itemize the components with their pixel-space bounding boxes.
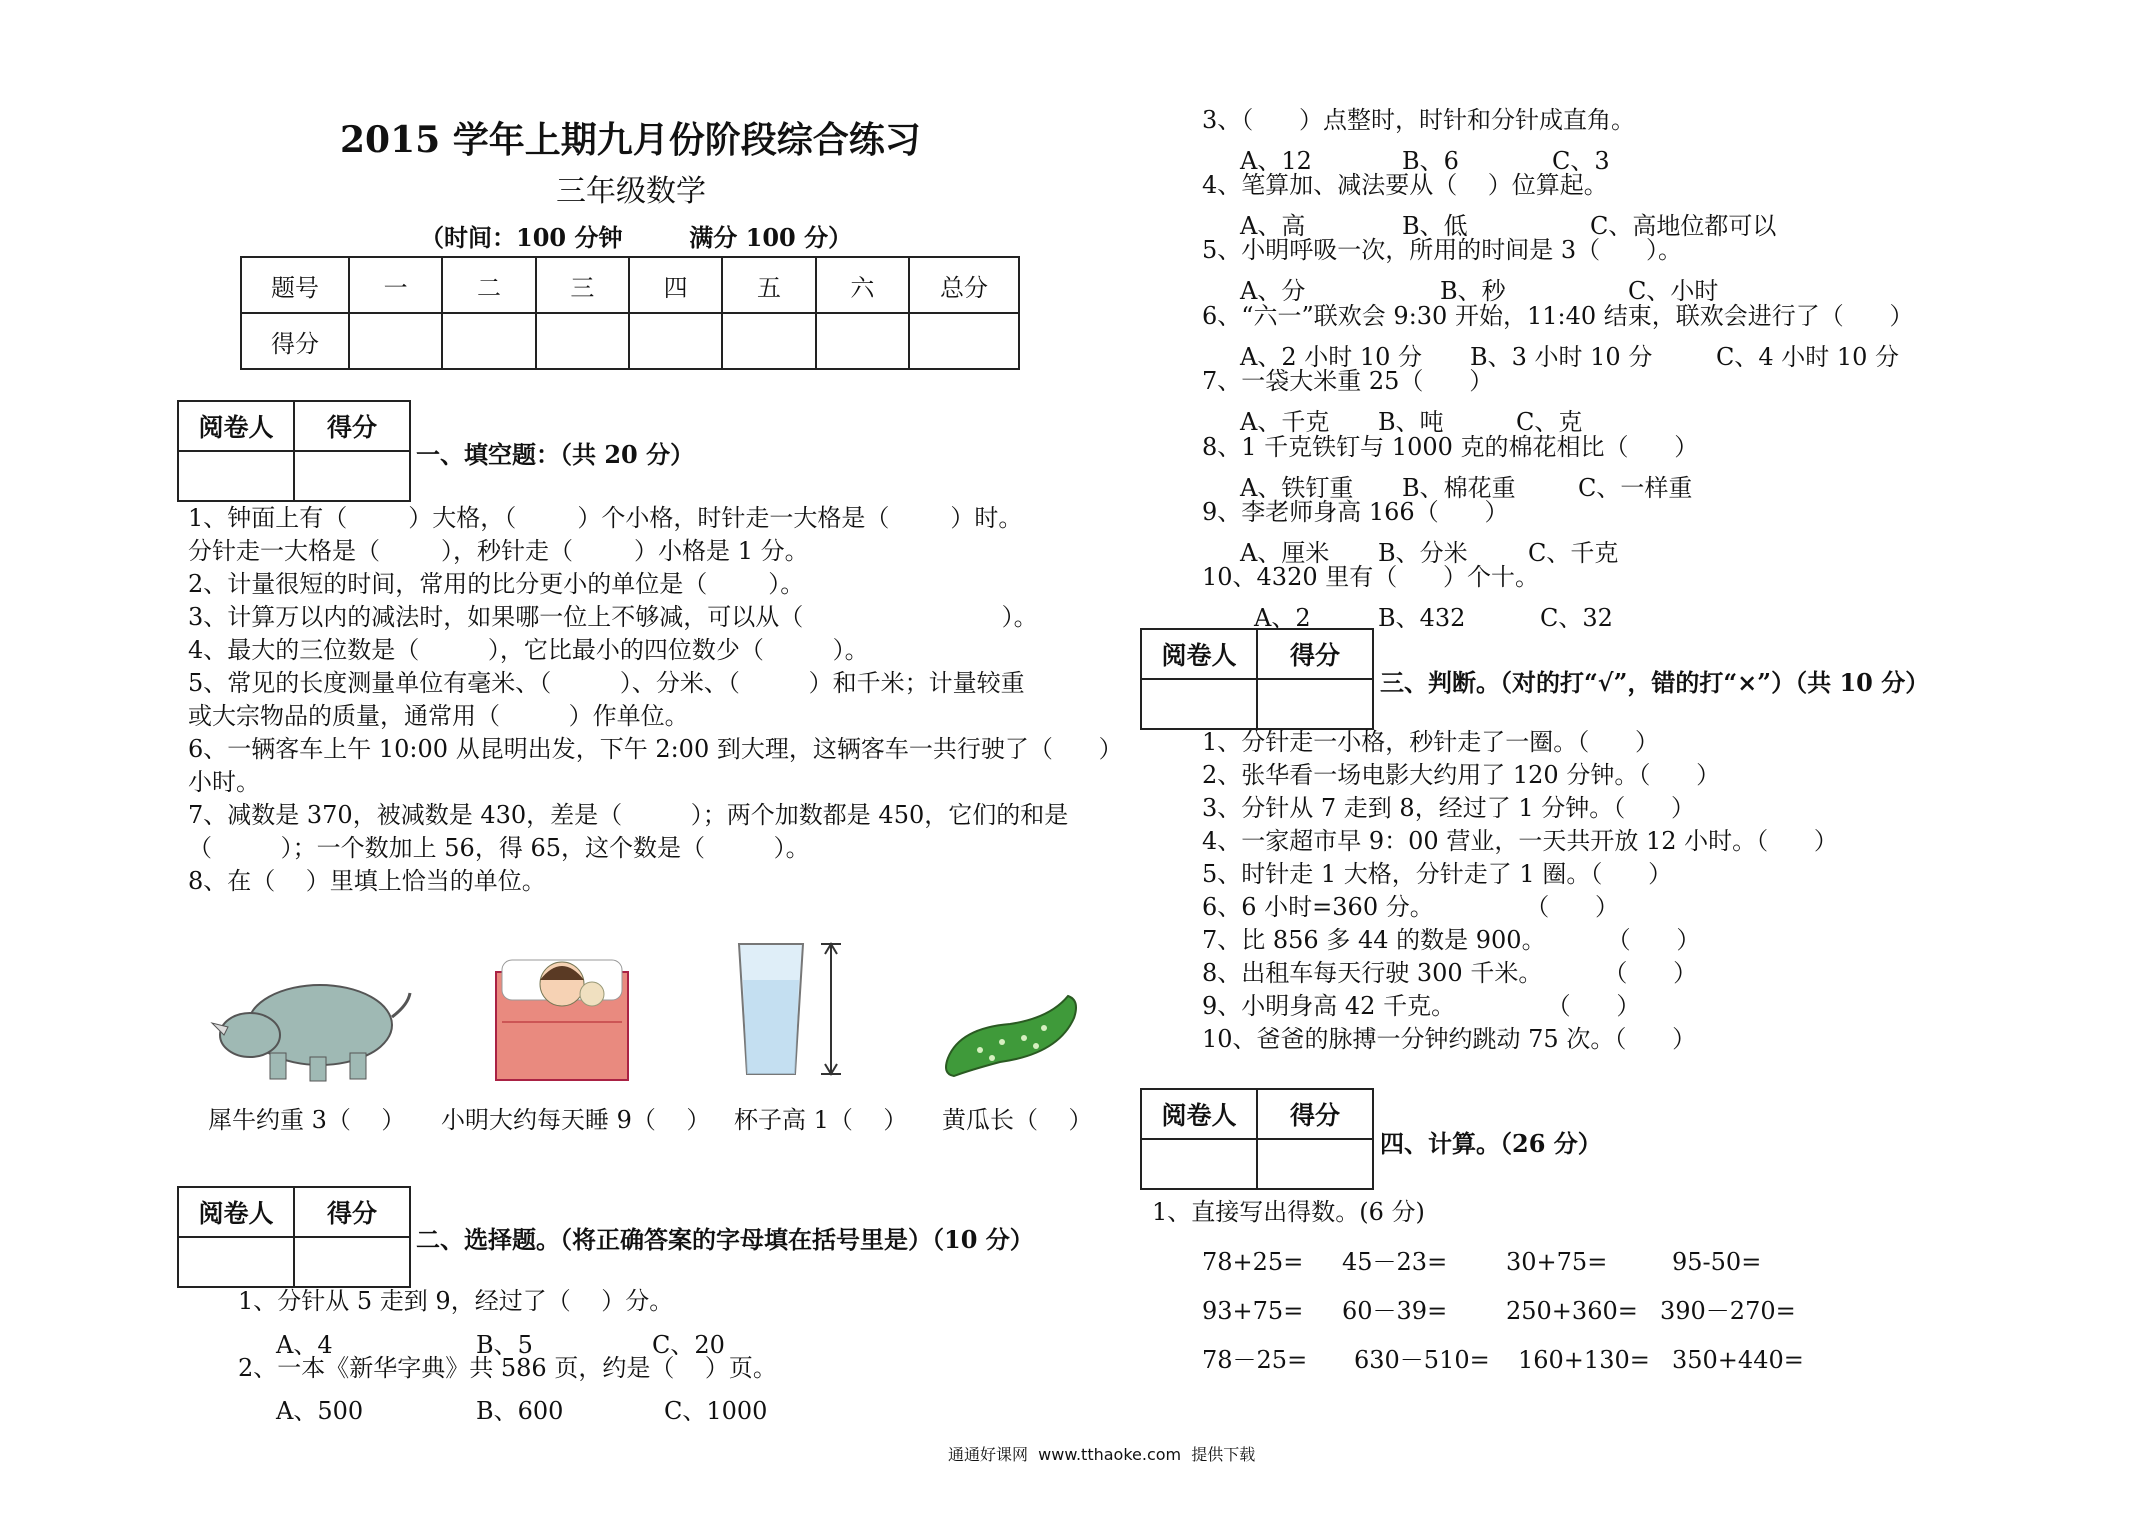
reviewer-cell[interactable] [178, 1237, 294, 1287]
question-line: 1、钟面上有（ ）大格，（ ）个小格，时针走一大格是（ ）时。 [188, 504, 1023, 532]
score-header-cell: 六 [816, 257, 909, 313]
grader-box-2 [177, 1186, 411, 1288]
calc-subheading: 1、直接写出得数。(6 分) [1152, 1198, 1425, 1226]
exam-meta: （时间：100 分钟 满分 100 分） [420, 223, 853, 252]
choice-option: C、4 小时 10 分 [1716, 343, 1900, 371]
reviewer-cell[interactable] [1141, 679, 1257, 729]
score-cell[interactable] [909, 313, 1019, 369]
choice-option: C、3 [1552, 147, 1610, 175]
cucumber-illustration [940, 988, 1090, 1084]
judgement-item: 6、6 小时=360 分。 （ ） [1202, 893, 1620, 921]
choice-question: 4、笔算加、减法要从（ ）位算起。 [1202, 171, 1608, 199]
grader-score-cell[interactable] [294, 451, 410, 501]
choice-option: A、铁钉重 [1240, 474, 1354, 502]
glass-cup-illustration [733, 940, 853, 1085]
question-line: 3、计算万以内的减法时，如果哪一位上不够减，可以从（ ）。 [188, 603, 1038, 631]
calc-item: 78+25= [1202, 1248, 1304, 1276]
calc-item: 390－270= [1660, 1297, 1796, 1325]
question-line: 4、最大的三位数是（ ），它比最小的四位数少（ ）。 [188, 636, 869, 664]
reviewer-cell[interactable] [1141, 1139, 1257, 1189]
judgement-list [1202, 726, 1838, 1056]
score-row-label: 得分 [241, 313, 349, 369]
judgement-item: 10、爸爸的脉搏一分钟约跳动 75 次。（ ） [1202, 1025, 1697, 1053]
choice-option: A、12 [1240, 147, 1312, 175]
score-header-cell: 题号 [241, 257, 349, 313]
question-line: 7、减数是 370，被减数是 430，差是（ ）；两个加数都是 450，它们的和是 [188, 801, 1069, 829]
question-line: 6、一辆客车上午 10:00 从昆明出发，下午 2:00 到大理，这辆客车一共行驶了（ ） [188, 735, 1123, 763]
picture-caption: 黄瓜长（ ） [942, 1106, 1093, 1134]
score-header-cell: 一 [349, 257, 442, 313]
calc-item: 60－39= [1342, 1297, 1448, 1325]
choice-option: B、3 小时 10 分 [1470, 343, 1653, 371]
judgement-item: 9、小明身高 42 千克。 （ ） [1202, 992, 1641, 1020]
judgement-item: 3、分针从 7 走到 8，经过了 1 分钟。（ ） [1202, 794, 1695, 822]
question-line: 或大宗物品的质量，通常用（ ）作单位。 [188, 702, 689, 730]
score-cell[interactable] [442, 313, 535, 369]
choice-question: 10、4320 里有（ ）个十。 [1202, 563, 1540, 591]
score-header-cell: 二 [442, 257, 535, 313]
calc-item: 30+75= [1506, 1248, 1608, 1276]
grader-box-3 [1140, 628, 1374, 730]
grader-score-label: 得分 [1257, 1089, 1373, 1139]
choice-question: 1、分针从 5 走到 9，经过了（ ）分。 [238, 1287, 674, 1315]
choice-option: B、6 [1402, 147, 1459, 175]
choice-option: B、5 [476, 1331, 533, 1359]
choice-option: B、432 [1378, 604, 1466, 632]
choice-option: C、克 [1516, 408, 1583, 436]
grader-box-1 [177, 400, 411, 502]
choice-option: B、分米 [1378, 539, 1468, 567]
grader-score-label: 得分 [294, 1187, 410, 1237]
question-line: 分针走一大格是（ ），秒针走（ ）小格是 1 分。 [188, 537, 809, 565]
score-header-cell: 三 [536, 257, 629, 313]
section-1-title: 一、填空题：（共 20 分） [416, 440, 695, 469]
reviewer-label: 阅卷人 [1141, 1089, 1257, 1139]
choice-option: B、秒 [1440, 277, 1506, 305]
calc-item: 45－23= [1342, 1248, 1448, 1276]
score-cell[interactable] [816, 313, 909, 369]
choice-question: 2、一本《新华字典》共 586 页，约是（ ）页。 [238, 1354, 777, 1382]
grader-score-cell[interactable] [294, 1237, 410, 1287]
calc-item: 630－510= [1354, 1346, 1490, 1374]
sleeping-boy-illustration [492, 942, 632, 1082]
score-cell[interactable] [349, 313, 442, 369]
page-title: 2015 学年上期九月份阶段综合练习 [340, 119, 921, 161]
grader-box-4 [1140, 1088, 1374, 1190]
question-line: 2、计量很短的时间，常用的比分更小的单位是（ ）。 [188, 570, 805, 598]
judgement-item: 1、分针走一小格，秒针走了一圈。（ ） [1202, 728, 1660, 756]
score-header-cell: 五 [722, 257, 815, 313]
section-3-title: 三、判断。（对的打“√”，错的打“×”）（共 10 分） [1380, 668, 1930, 697]
grader-score-cell[interactable] [1257, 1139, 1373, 1189]
picture-caption: 小明大约每天睡 9（ ） [441, 1106, 711, 1134]
question-line: 5、常见的长度测量单位有毫米、（ ）、分米、（ ）和千米；计量较重 [188, 669, 1025, 697]
choice-option: A、高 [1240, 212, 1306, 240]
judgement-item: 5、时针走 1 大格，分针走了 1 圈。（ ） [1202, 860, 1673, 888]
choice-option: C、小时 [1628, 277, 1719, 305]
section-2-title: 二、选择题。（将正确答案的字母填在括号里是）（10 分） [416, 1225, 1034, 1254]
footer-credit: 通通好课网 www.tthaoke.com 提供下载 [948, 1445, 1256, 1464]
question-line: 8、在（ ）里填上恰当的单位。 [188, 867, 546, 895]
page-subtitle: 三年级数学 [556, 174, 706, 209]
calc-item: 350+440= [1672, 1346, 1804, 1374]
choice-option: A、2 [1254, 604, 1311, 632]
question-line: （ ）；一个数加上 56，得 65，这个数是（ ）。 [188, 834, 810, 862]
calc-item: 93+75= [1202, 1297, 1304, 1325]
choice-option: A、千克 [1240, 408, 1330, 436]
choice-option: A、2 小时 10 分 [1240, 343, 1423, 371]
choice-option: B、吨 [1378, 408, 1444, 436]
choice-option: B、棉花重 [1402, 474, 1516, 502]
calc-item: 160+130= [1518, 1346, 1650, 1374]
picture-caption: 杯子高 1（ ） [734, 1106, 908, 1134]
score-header-cell: 总分 [909, 257, 1019, 313]
calc-item: 250+360= [1506, 1297, 1638, 1325]
reviewer-label: 阅卷人 [178, 1187, 294, 1237]
judgement-item: 7、比 856 多 44 的数是 900。 （ ） [1202, 926, 1701, 954]
fill-blank-list [188, 502, 1123, 898]
choice-question: 6、“六一”联欢会 9:30 开始，11:40 结束，联欢会进行了（ ） [1202, 302, 1914, 330]
question-line: 小时。 [188, 768, 260, 796]
choice-question: 5、小明呼吸一次，所用的时间是 3（ ）。 [1202, 236, 1682, 264]
choice-option: B、低 [1402, 212, 1468, 240]
choice-option: A、分 [1240, 277, 1306, 305]
choice-option: C、1000 [664, 1397, 768, 1425]
reviewer-label: 阅卷人 [1141, 629, 1257, 679]
choice-question: 9、李老师身高 166（ ） [1202, 498, 1509, 526]
choice-option: C、32 [1540, 604, 1613, 632]
choice-question: 3、（ ）点整时，时针和分针成直角。 [1202, 106, 1636, 134]
choice-option: C、20 [652, 1331, 725, 1359]
calc-item: 95-50= [1672, 1248, 1762, 1276]
grader-score-label: 得分 [1257, 629, 1373, 679]
choice-option: A、4 [276, 1331, 333, 1359]
judgement-item: 4、一家超市早 9：00 营业，一天共开放 12 小时。（ ） [1202, 827, 1838, 855]
choice-question: 8、1 千克铁钉与 1000 克的棉花相比（ ） [1202, 433, 1699, 461]
score-cell[interactable] [536, 313, 629, 369]
picture-caption: 犀牛约重 3（ ） [208, 1106, 406, 1134]
score-cell[interactable] [722, 313, 815, 369]
score-table [240, 256, 1020, 370]
score-header-cell: 四 [629, 257, 722, 313]
rhino-illustration [210, 965, 420, 1085]
section-4-title: 四、计算。（26 分） [1380, 1129, 1602, 1158]
grader-score-label: 得分 [294, 401, 410, 451]
choice-option: C、高地位都可以 [1590, 212, 1777, 240]
reviewer-label: 阅卷人 [178, 401, 294, 451]
choice-option: A、500 [276, 1397, 364, 1425]
choice-option: C、一样重 [1578, 474, 1693, 502]
choice-option: C、千克 [1528, 539, 1619, 567]
judgement-item: 2、张华看一场电影大约用了 120 分钟。（ ） [1202, 761, 1721, 789]
calc-item: 78－25= [1202, 1346, 1308, 1374]
score-cell[interactable] [629, 313, 722, 369]
choice-option: A、厘米 [1240, 539, 1330, 567]
judgement-item: 8、出租车每天行驶 300 千米。 （ ） [1202, 959, 1698, 987]
reviewer-cell[interactable] [178, 451, 294, 501]
choice-option: B、600 [476, 1397, 564, 1425]
grader-score-cell[interactable] [1257, 679, 1373, 729]
choice-question: 7、一袋大米重 25（ ） [1202, 367, 1494, 395]
